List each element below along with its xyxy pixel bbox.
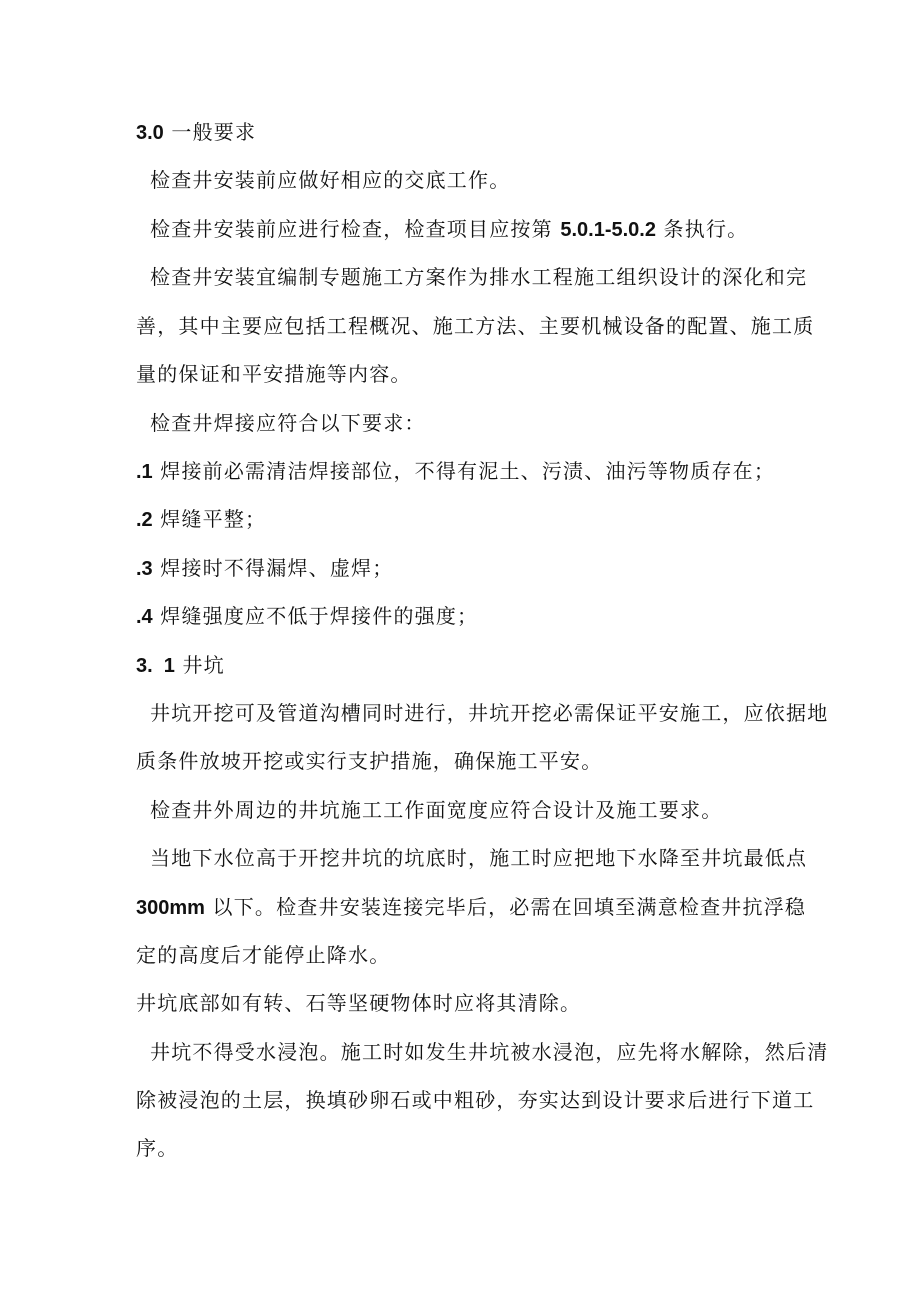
paragraph-2	[150, 213, 920, 245]
paragraph-text: 井坑底部如有转、石等坚硬物体时应将其清除。	[136, 991, 582, 1015]
list-item-text: 焊缝平整；	[152, 507, 267, 531]
paragraph-text: 质条件放坡开挖或实行支护措施，确保施工平安。	[136, 749, 603, 773]
list-item	[136, 600, 920, 632]
list-item-text: 焊接前必需清洁焊接部位，不得有泥土、污渍、油污等物质存在；	[152, 459, 776, 483]
paragraph-4	[150, 407, 920, 439]
paragraph-3-line-2	[136, 310, 920, 342]
paragraph-7-line-3	[136, 939, 920, 971]
paragraph-text: 定的高度后才能停止降水。	[136, 943, 391, 967]
paragraph-text: 检查井焊接应符合以下要求：	[150, 411, 426, 435]
paragraph-text: 序。	[136, 1136, 179, 1160]
paragraph-text: 除被浸泡的土层，换填砂卵石或中粗砂，夯实达到设计要求后进行下道工	[136, 1088, 815, 1112]
paragraph-text: 量的保证和平安措施等内容。	[136, 362, 412, 386]
paragraph-9-line-3	[136, 1132, 920, 1164]
section-number: 3. 1	[136, 655, 175, 677]
depth-value: 300mm	[136, 897, 205, 919]
paragraph-9-line-1	[150, 1036, 920, 1068]
paragraph-5-line-1	[150, 697, 920, 729]
paragraph-8	[136, 987, 920, 1019]
list-item	[136, 503, 920, 535]
paragraph-3-line-1	[150, 261, 920, 293]
paragraph-6	[150, 794, 920, 826]
paragraph-7-line-2	[136, 891, 920, 923]
section-number: 3.0	[136, 122, 164, 144]
list-item-text: 焊接时不得漏焊、虚焊；	[152, 556, 394, 580]
paragraph-text-after: 条执行。	[655, 217, 749, 241]
list-item-number: .2	[136, 509, 153, 531]
paragraph-text: 善，其中主要应包括工程概况、施工方法、主要机械设备的配置、施工质	[136, 314, 815, 338]
list-item-number: .1	[136, 461, 153, 483]
paragraph-text: 井坑不得受水浸泡。施工时如发生井坑被水浸泡，应先将水解除，然后清	[150, 1040, 829, 1064]
list-item	[136, 552, 920, 584]
paragraph-1	[150, 164, 920, 196]
section-title: 井坑	[174, 653, 225, 677]
paragraph-text: 检查井安装宜编制专题施工方案作为排水工程施工组织设计的深化和完	[150, 265, 808, 289]
section-title: 一般要求	[163, 120, 257, 144]
clause-reference: 5.0.1-5.0.2	[560, 219, 656, 241]
paragraph-9-line-2	[136, 1084, 920, 1116]
paragraph-text: 检查井安装前应做好相应的交底工作。	[150, 168, 511, 192]
paragraph-3-line-3	[136, 358, 920, 390]
section-heading-3-1	[136, 649, 920, 681]
list-item-number: .4	[136, 606, 153, 628]
paragraph-7-line-1	[150, 842, 920, 874]
paragraph-text: 检查井外周边的井坑施工工作面宽度应符合设计及施工要求。	[150, 798, 723, 822]
section-heading-3-0	[136, 116, 920, 148]
paragraph-5-line-2	[136, 745, 920, 777]
list-item	[136, 455, 920, 487]
list-item-text: 焊缝强度应不低于焊接件的强度；	[152, 604, 479, 628]
paragraph-text-before: 检查井安装前应进行检查，检查项目应按第	[150, 217, 561, 241]
list-item-number: .3	[136, 558, 153, 580]
paragraph-text: 井坑开挖可及管道沟槽同时进行，井坑开挖必需保证平安施工，应依据地	[150, 701, 829, 725]
paragraph-text: 以下。检查井安装连接完毕后，必需在回填至满意检查井抗浮稳	[204, 895, 807, 919]
paragraph-text: 当地下水位高于开挖井坑的坑底时，施工时应把地下水降至井坑最低点	[150, 846, 808, 870]
